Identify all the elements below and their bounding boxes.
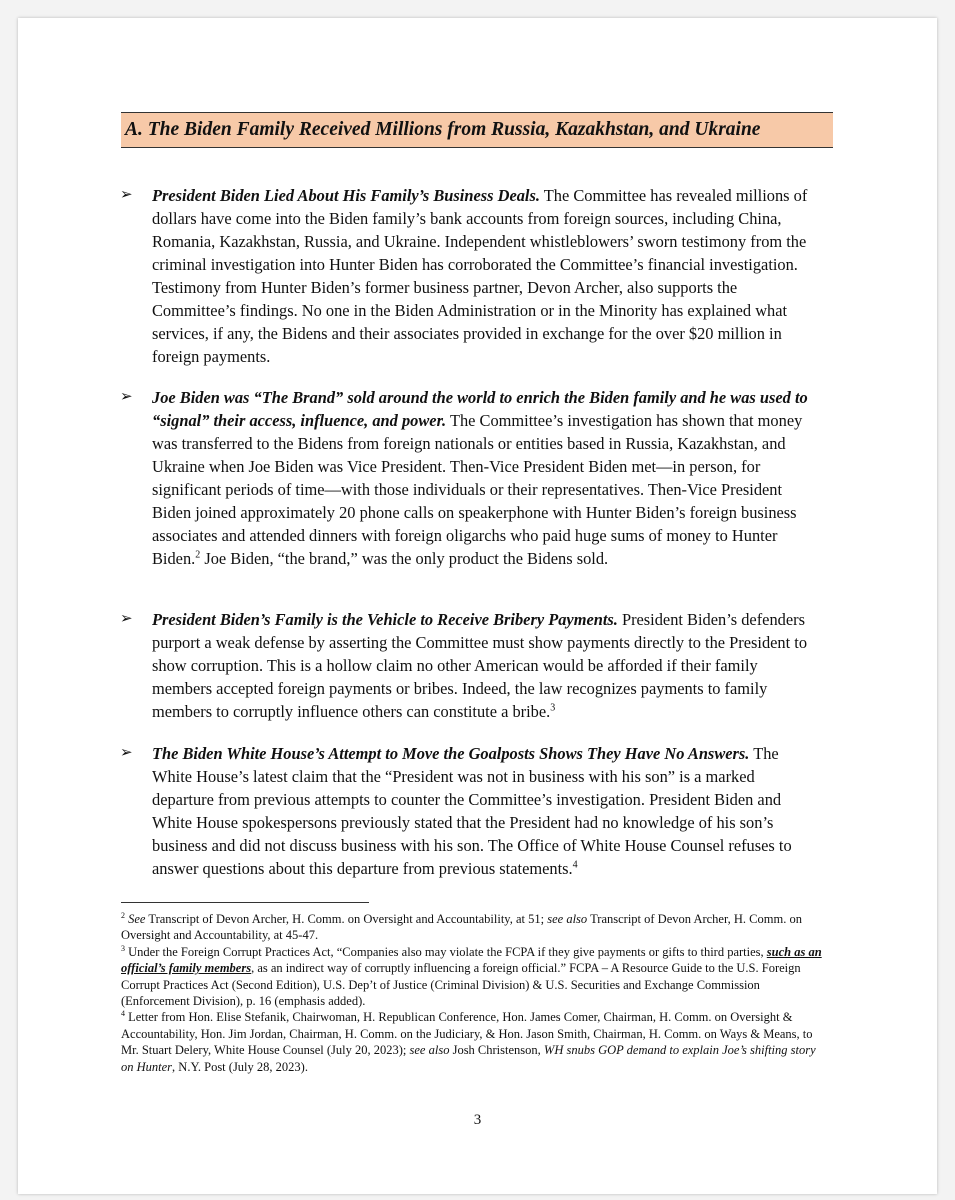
bullet-item-1: [120, 184, 820, 368]
bullet-body: The White House’s latest claim that the “President was not in business with his son” is a marked departure from previous attempts to counter the Committee’s investigation. President Biden and White House spokespersons previously stated that the President had no knowledge of his son’s business and did not discuss business with his son. The Office of White House Counsel refuses to answer questions about this departure from previous statements.: [152, 744, 792, 878]
bullet-body: The Committee’s investigation has shown that money was transferred to the Bidens from foreign nationals or entities based in Russia, Kazakhstan, and Ukraine when Joe Biden was Vice President. Then-Vice President Biden met—in person, for significant periods of time—with those individuals or their representatives. Then-Vice President Biden joined approximately 20 phone calls on speakerphone with Hunter Biden’s foreign business associates and attended dinners with foreign oligarchs who paid huge sums of money to Hunter Biden.: [152, 411, 803, 568]
arrowhead-bullet-icon: ➢: [120, 611, 133, 627]
footnote-text: Transcript of Devon Archer, H. Comm. on Oversight and Accountability, at 45-47.: [121, 912, 802, 943]
bullet-body: The Committee has revealed millions of dollars have come into the Biden family’s bank accounts from foreign sources, including China, Romania, Kazakhstan, Russia, and Ukraine. Independent whistleblowers’ sworn testimony from the criminal investigation into Hunter Biden has corroborated the Committee’s financial investigation. Testimony from Hunter Biden’s former business partner, Devon Archer, also supports the Committee’s findings. No one in the Biden Administration or in the Minority has explained what services, if any, the Bidens and their associates provided in exchange for the over $20 million in foreign payments.: [152, 186, 808, 366]
footnote-divider: [121, 902, 369, 903]
section-heading-text: A. The Biden Family Received Millions from Russia, Kazakhstan, and Ukraine: [125, 119, 761, 140]
article-title: WH snubs GOP demand to explain Joe’s shifting story on Hunter: [121, 1043, 816, 1074]
see-signal: See: [128, 912, 146, 926]
page-number: 3: [473, 1112, 482, 1128]
bullet-item-2: [120, 386, 820, 570]
bullet-item-4: [120, 742, 820, 880]
footnotes: [121, 911, 831, 1075]
bullet-paragraph: [152, 742, 820, 880]
footnote-text: Josh Christenson,: [449, 1043, 544, 1058]
footnote-ref-4[interactable]: 4: [572, 859, 578, 871]
footnote-text: Transcript of Devon Archer, H. Comm. on Oversight and Accountability, at 51;: [145, 912, 548, 926]
bullet-body-continued: Joe Biden, “the brand,” was the only product the Bidens sold.: [200, 549, 609, 568]
footnote-ref-2[interactable]: 2: [195, 549, 201, 561]
see-also-signal: see also: [409, 1043, 450, 1058]
bullet-paragraph: [152, 608, 820, 723]
bullet-title: President Biden Lied About His Family’s Business Deals.: [152, 186, 540, 205]
footnote-number: 2: [121, 910, 125, 920]
bullet-paragraph: [152, 184, 820, 368]
arrowhead-bullet-icon: ➢: [120, 745, 133, 761]
see-also-signal: see also: [547, 912, 588, 926]
bullet-title: Joe Biden was “The Brand” sold around the world to enrich the Biden family and he was used to “signal” their access, influence, and power.: [152, 388, 808, 430]
footnote-4: [121, 1009, 831, 1075]
footnote-number: 4: [121, 1009, 125, 1019]
section-heading: [121, 112, 833, 148]
bullet-title: President Biden’s Family is the Vehicle to Receive Bribery Payments.: [152, 610, 618, 629]
footnote-2: [121, 911, 831, 944]
bullet-title: The Biden White House’s Attempt to Move the Goalposts Shows They Have No Answers.: [152, 744, 750, 763]
arrowhead-bullet-icon: ➢: [120, 389, 133, 405]
footnote-text: , N.Y. Post (July 28, 2023).: [172, 1059, 308, 1074]
footnote-text: , as an indirect way of corruptly influencing a foreign official.” FCPA – A Resource Guide to the U.S. Foreign Corrupt Practices Act (Second Edition), U.S. Dep’t of Justice (Criminal Division) & U.S. Securities and Exchange Commission (Enforcement Division), p. 16 (emphasis added).: [121, 961, 801, 1009]
footnote-text: Under the Foreign Corrupt Practices Act, “Companies also may violate the FCPA if they give payments or gifts to third parties,: [125, 944, 767, 959]
footnote-ref-3[interactable]: 3: [550, 702, 556, 714]
arrowhead-bullet-icon: ➢: [120, 187, 133, 203]
bullet-body: President Biden’s defenders purport a weak defense by asserting the Committee must show payments directly to the President to show corruption. This is a hollow claim no other American would be afforded if their family members accepted foreign payments or bribes. Indeed, the law recognizes payments to family members to corruptly influence others can constitute a bribe.: [152, 610, 808, 721]
bullet-item-3: [120, 608, 820, 723]
emphasized-text: such as an official’s family members: [121, 944, 822, 976]
document-page: [18, 18, 937, 1194]
footnote-number: 3: [121, 943, 125, 953]
bullet-paragraph: [152, 386, 820, 570]
footnote-text: Letter from Hon. Elise Stefanik, Chairwoman, H. Republican Conference, Hon. James Comer, Chairman, H. Comm. on Oversight & Accountability, Hon. Jim Jordan, Chairman, H. Comm. on the Judiciary, & Hon. Jason Smith, Chairman, H. Comm. on Ways & Means, to Mr. Stuart Delery, White House Counsel (July 20, 2023);: [121, 1010, 813, 1058]
footnote-3: [121, 944, 831, 1010]
